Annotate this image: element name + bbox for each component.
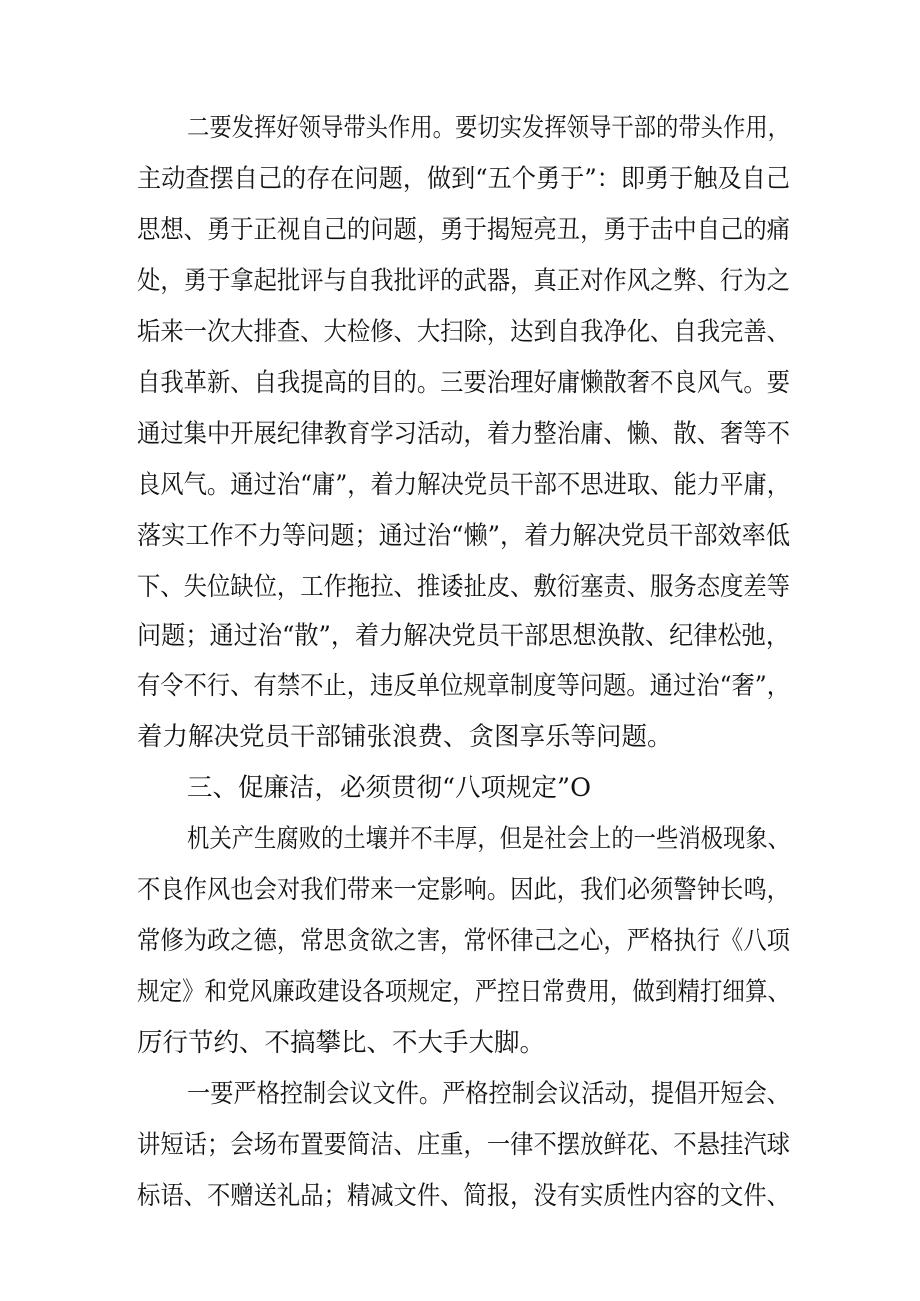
line-text: 主动查摆自己的存在问题，做到“五个勇于”：即勇于触及自己 — [137, 164, 790, 194]
line-text: 垢来一次大排查、大检修、大扫除，达到自我净化、自我完善、 — [137, 317, 790, 347]
text-line — [0, 105, 920, 151]
line-text: 讲短话；会场布置要简洁、庄重，一律不摆放鲜花、不悬挂汽球 — [137, 1130, 790, 1160]
text-line — [0, 663, 920, 709]
text-line — [0, 613, 920, 659]
text-line — [0, 513, 920, 559]
line-text: 通过集中开展纪律教育学习活动，着力整治庸、懒、散、奢等不 — [137, 419, 790, 449]
text-line — [0, 156, 920, 202]
text-line — [0, 207, 920, 253]
text-line — [0, 1020, 920, 1066]
line-text: 不良作风也会对我们带来一定影响。因此，我们必须警钟长鸣， — [137, 875, 790, 905]
line-text: 二要发挥好领导带头作用。要切实发挥领导干部的带头作用， — [187, 113, 790, 143]
line-text: 机关产生腐败的土壤并不丰厚，但是社会上的一些消极现象、 — [187, 824, 790, 854]
line-text: 常修为政之德，常思贪欲之害，常怀律己之心，严格执行《八项 — [137, 926, 790, 956]
line-text: 有令不行、有禁不止，违反单位规章制度等问题。通过治“奢”， — [137, 671, 790, 701]
line-text: 厉行节约、不搞攀比、不大手大脚。 — [137, 1028, 546, 1058]
text-line — [0, 918, 920, 964]
line-text: 一要严格控制会议文件。严格控制会议活动，提倡开短会、 — [187, 1079, 790, 1109]
text-line — [0, 867, 920, 913]
line-text: 下、失位缺位，工作拖拉、推诿扯皮、敷衍塞责、服务态度差等 — [137, 572, 790, 602]
line-text: 问题；通过治“散”，着力解决党员干部思想涣散、纪律松弛， — [137, 621, 790, 651]
line-text: 规定》和党风廉政建设各项规定，严控日常费用，做到精打细算、 — [137, 977, 790, 1007]
text-line — [0, 258, 920, 304]
text-line — [0, 411, 920, 457]
text-line — [0, 360, 920, 406]
line-text: 处，勇于拿起批评与自我批评的武器，真正对作风之弊、行为之 — [137, 266, 790, 296]
section-heading-text: 三、促廉洁，必须贯彻“八项规定”O — [187, 773, 591, 803]
line-text: 自我革新、自我提高的目的。三要治理好庸懒散奢不良风气。要 — [137, 368, 790, 398]
section-heading — [0, 765, 920, 811]
text-line — [0, 714, 920, 760]
line-text: 落实工作不力等问题；通过治“懒”，着力解决党员干部效率低 — [137, 521, 790, 551]
text-line — [0, 1071, 920, 1117]
line-text: 标语、不赠送礼品；精减文件、简报，没有实质性内容的文件、 — [137, 1181, 790, 1211]
text-line — [0, 1122, 920, 1168]
line-text: 思想、勇于正视自己的问题，勇于揭短亮丑，勇于击中自己的痛 — [137, 215, 790, 245]
text-line — [0, 564, 920, 610]
text-line — [0, 1173, 920, 1219]
text-line — [0, 816, 920, 862]
line-text: 良风气。通过治“庸”，着力解决党员干部不思进取、能力平庸， — [137, 470, 790, 500]
text-line — [0, 462, 920, 508]
line-text: 着力解决党员干部铺张浪费、贪图享乐等问题。 — [137, 722, 673, 752]
text-line — [0, 309, 920, 355]
text-line — [0, 969, 920, 1015]
